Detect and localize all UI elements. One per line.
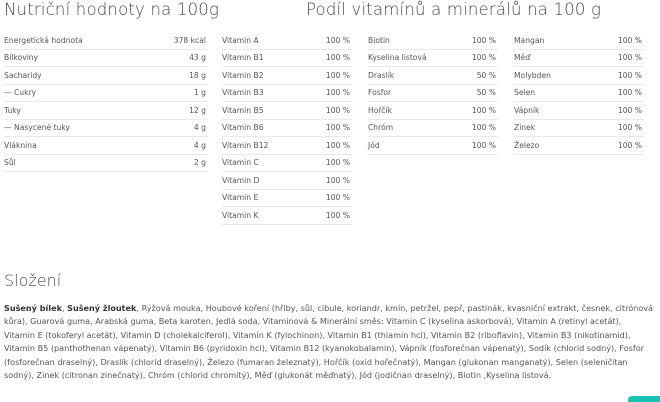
table-row bbox=[514, 32, 644, 50]
row-label: Molybden bbox=[514, 70, 551, 80]
row-label: Sůl bbox=[4, 158, 16, 168]
ingredient-separator: , bbox=[61, 303, 68, 313]
row-label: Vitamin B5 bbox=[222, 105, 264, 115]
table-row bbox=[514, 50, 644, 68]
table-row bbox=[4, 32, 208, 50]
table-row bbox=[368, 102, 498, 120]
row-value: 100 % bbox=[617, 53, 642, 63]
table-row bbox=[222, 120, 352, 138]
ingredient-bold-2: Sušený žloutek bbox=[67, 303, 137, 313]
row-label: Chróm bbox=[368, 123, 394, 133]
table-row bbox=[222, 50, 352, 68]
table-row bbox=[4, 102, 208, 120]
table-row bbox=[4, 137, 208, 155]
row-value: 100 % bbox=[325, 193, 350, 203]
table-row bbox=[222, 190, 352, 208]
row-label: Zinek bbox=[514, 123, 536, 133]
row-label: Selen bbox=[514, 88, 536, 98]
ingredients-title: Složení bbox=[4, 271, 62, 290]
row-label: Vitamin B3 bbox=[222, 88, 264, 98]
table-row bbox=[514, 67, 644, 85]
table-row bbox=[368, 137, 498, 155]
table-row bbox=[4, 120, 208, 138]
ingredients-text bbox=[4, 302, 654, 382]
row-value: 43 g bbox=[189, 53, 206, 63]
row-value: 100 % bbox=[325, 53, 350, 63]
row-label: Vitamin C bbox=[222, 158, 259, 168]
row-value: 100 % bbox=[617, 105, 642, 115]
row-label: Fosfor bbox=[368, 88, 392, 98]
table-row bbox=[4, 50, 208, 68]
table-row bbox=[514, 102, 644, 120]
table-row bbox=[514, 137, 644, 155]
ingredient-bold-1: Sušený bílek bbox=[4, 303, 62, 313]
row-label: — Cukry bbox=[4, 88, 37, 98]
table-row bbox=[368, 67, 498, 85]
row-value: 100 % bbox=[325, 140, 350, 150]
vitamins-table-col2 bbox=[368, 32, 498, 155]
row-value: 100 % bbox=[325, 158, 350, 168]
table-row bbox=[368, 32, 498, 50]
row-label: Vitamin E bbox=[222, 193, 259, 203]
table-row bbox=[4, 155, 208, 173]
table-row bbox=[222, 85, 352, 103]
row-value: 50 % bbox=[476, 88, 496, 98]
row-label: Energetická hodnota bbox=[4, 35, 83, 45]
row-value: 100 % bbox=[325, 123, 350, 133]
table-row bbox=[514, 120, 644, 138]
row-value: 1 g bbox=[193, 88, 206, 98]
row-value: 100 % bbox=[325, 210, 350, 220]
row-value: 100 % bbox=[471, 123, 496, 133]
row-value: 100 % bbox=[471, 53, 496, 63]
row-label: Měď bbox=[514, 53, 531, 63]
table-row bbox=[514, 85, 644, 103]
row-label: Vitamin B2 bbox=[222, 70, 264, 80]
row-value: 100 % bbox=[471, 105, 496, 115]
scroll-to-top-button[interactable] bbox=[628, 396, 660, 402]
table-row bbox=[222, 172, 352, 190]
table-row bbox=[222, 102, 352, 120]
table-row bbox=[368, 85, 498, 103]
row-value: 100 % bbox=[471, 35, 496, 45]
row-label: Vitamin K bbox=[222, 210, 259, 220]
table-row bbox=[4, 67, 208, 85]
vitamins-table-col1 bbox=[222, 32, 352, 225]
row-label: Draslík bbox=[368, 70, 395, 80]
nutrition-table bbox=[4, 32, 208, 172]
row-label: Biotin bbox=[368, 35, 390, 45]
row-value: 100 % bbox=[617, 140, 642, 150]
row-label: Tuky bbox=[4, 105, 21, 115]
row-value: 4 g bbox=[193, 140, 206, 150]
table-row bbox=[222, 32, 352, 50]
row-value: 4 g bbox=[193, 123, 206, 133]
row-value: 100 % bbox=[471, 140, 496, 150]
row-label: Vláknina bbox=[4, 140, 37, 150]
vitamins-title: Podíl vitamínů a minerálů na 100 g bbox=[306, 0, 602, 19]
row-label: Vitamin D bbox=[222, 175, 260, 185]
row-label: Bílkoviny bbox=[4, 53, 39, 63]
row-value: 100 % bbox=[325, 88, 350, 98]
row-label: — Nasycené tuky bbox=[4, 123, 70, 133]
table-row bbox=[222, 207, 352, 225]
table-row bbox=[222, 155, 352, 173]
row-value: 18 g bbox=[189, 70, 206, 80]
row-label: Vápník bbox=[514, 105, 540, 115]
row-value: 100 % bbox=[617, 35, 642, 45]
table-row bbox=[4, 85, 208, 103]
row-label: Jód bbox=[368, 140, 380, 150]
row-label: Vitamin B6 bbox=[222, 123, 264, 133]
nutrition-title: Nutriční hodnoty na 100g bbox=[4, 0, 220, 19]
row-value: 100 % bbox=[617, 123, 642, 133]
row-value: 100 % bbox=[617, 88, 642, 98]
row-value: 2 g bbox=[193, 158, 206, 168]
ingredient-list: , Rýžová mouka, Houbové koření (hřiby, sůl, cibule, koriandr, kmín, petržel, pepř, pastinák, kvasniční extrakt, česnek, citrónová kůra), Guarová guma, Arabská guma, Beta karoten, Jedlá soda, Vitaminová & Minerální směs: Vitamin C (kyselina askorbová), Vitamin A (retinyl acetát), Vitamin E (tokoferyl acetát), Vitamin D (cholekalciferol), Vitamin K (fylochinon), Vitamin B1 (thiamin hcl), Vitamin B2 (riboflavin), Vitamin B3 (nikotinamid), Vitamin B5 (panthothenan vápenatý), Vitamin B6 (pyridoxin hcl), Vitamin B12 (kyanokobalamin), Vápník (fosforečnan vápenatý), Sodík (chlorid sodný), Fosfor (fosforečnan draselný), Draslík (chlorid draselný), Železo (fumaran železnatý), Hořčík (oxid hořečnatý), Mangan (glukonan manganatý), Selen (seleničitan sodný), Zinek (citronan zinečnatý), Chróm (chlorid chromitý), Měď (glukonát měďnatý), Jód (jodičnan draselný), Biotin ,Kyselina listová. bbox=[4, 303, 654, 381]
row-label: Vitamin A bbox=[222, 35, 259, 45]
row-value: 100 % bbox=[325, 105, 350, 115]
row-label: Železo bbox=[514, 140, 540, 150]
row-label: Sacharidy bbox=[4, 70, 42, 80]
row-label: Mangan bbox=[514, 35, 545, 45]
table-row bbox=[368, 120, 498, 138]
row-label: Hořčík bbox=[368, 105, 392, 115]
row-label: Vitamin B12 bbox=[222, 140, 269, 150]
row-value: 50 % bbox=[476, 70, 496, 80]
row-label: Vitamin B1 bbox=[222, 53, 264, 63]
row-value: 100 % bbox=[325, 35, 350, 45]
row-value: 378 kcal bbox=[173, 35, 206, 45]
row-value: 100 % bbox=[325, 175, 350, 185]
row-value: 100 % bbox=[325, 70, 350, 80]
row-label: Kyselina listová bbox=[368, 53, 427, 63]
table-row bbox=[368, 50, 498, 68]
table-row bbox=[222, 137, 352, 155]
row-value: 12 g bbox=[189, 105, 206, 115]
table-row bbox=[222, 67, 352, 85]
row-value: 100 % bbox=[617, 70, 642, 80]
vitamins-table-col3 bbox=[514, 32, 644, 155]
